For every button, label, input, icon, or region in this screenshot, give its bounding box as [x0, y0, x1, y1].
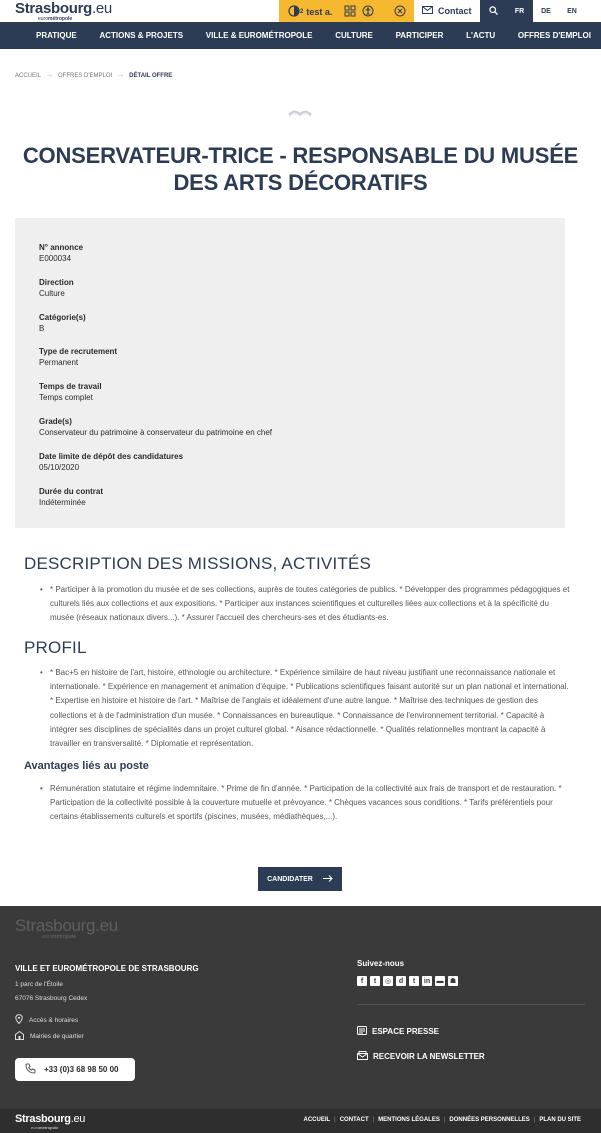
apply-label: CANDIDATER — [267, 875, 313, 883]
breadcrumb-offres[interactable]: OFFRES D'EMPLOI — [58, 72, 113, 79]
facebook-icon[interactable]: f — [357, 976, 367, 986]
detail-field — [39, 381, 541, 416]
tumblr-icon[interactable]: t — [409, 976, 419, 986]
logo-sub-light: euro — [38, 16, 49, 22]
mairies-link[interactable] — [15, 1031, 84, 1042]
detail-value: B — [39, 323, 45, 333]
test-exponent: 2 — [300, 9, 304, 15]
phone-number: +33 (0)3 68 98 50 00 — [44, 1065, 119, 1074]
avantages-list — [40, 782, 570, 825]
lang-fr[interactable]: FR — [506, 0, 533, 22]
breadcrumb-separator: → — [46, 72, 54, 79]
avantages-text: • Rémunération statutaire et régime indemnitaire. * Prime de fin d'année. * Participation de la collectivité aux frais de transport et de restauration. * Participation de la collectivité possible à la couverture mutuelle et prévoyance. * Chèques vacances sous conditions. * Tarifs préférentiels pour certains établissements culturels et sportifs (piscines, musées, médiathèques,...). — [40, 782, 570, 825]
test-a-button[interactable] — [288, 5, 332, 19]
nav-participer[interactable]: PARTICIPER — [395, 31, 444, 40]
nav-pratique[interactable]: PRATIQUE — [36, 31, 77, 40]
logo-sub-bold: métropole — [48, 16, 73, 22]
detail-value: Conservateur du patrimoine à conservateur du patrimoine en chef — [39, 427, 273, 437]
arrow-right-icon — [323, 875, 333, 884]
detail-field — [39, 346, 541, 381]
footer-link-accueil[interactable]: ACCUEIL — [303, 1117, 331, 1123]
bottom-logo-suffix: .eu — [70, 1113, 86, 1125]
footer-divider — [357, 1004, 585, 1005]
newspaper-icon — [357, 1026, 367, 1037]
main-nav — [0, 22, 601, 49]
linkedin-icon[interactable]: in — [423, 977, 431, 985]
newsletter-icon — [357, 1051, 368, 1062]
nav-culture[interactable]: CULTURE — [335, 31, 373, 40]
detail-field — [39, 416, 541, 451]
bottom-logo[interactable] — [15, 1114, 85, 1130]
detail-label: Grade(s) — [39, 416, 72, 426]
newsletter-label: RECEVOIR LA NEWSLETTER — [373, 1052, 485, 1061]
detail-field — [39, 451, 541, 486]
dailymotion-icon[interactable]: d — [396, 976, 406, 986]
footer — [0, 906, 601, 1133]
footer-logo-suffix: .eu — [95, 916, 118, 935]
apply-button[interactable] — [258, 867, 342, 891]
wave-icon — [288, 104, 312, 122]
nav-actions-projets[interactable]: ACTIONS & PROJETS — [99, 31, 184, 40]
link-separator: | — [443, 1117, 446, 1123]
missions-list — [40, 583, 570, 626]
address-line: 1 parc de l'Étoile — [15, 981, 63, 988]
detail-value: Temps complet — [39, 393, 93, 403]
missions-heading: DESCRIPTION DES MISSIONS, ACTIVITÉS — [24, 554, 372, 573]
phone-icon — [25, 1063, 36, 1076]
breadcrumb-separator: → — [117, 72, 125, 79]
press-link[interactable] — [357, 1026, 439, 1037]
contact-label: Contact — [438, 6, 472, 16]
twitter-icon[interactable]: t — [370, 976, 380, 986]
detail-label: Date limite de dépôt des candidatures — [39, 451, 184, 461]
footer-bottom-bar — [0, 1109, 601, 1133]
breadcrumb-current: DÉTAIL OFFRE — [129, 72, 173, 79]
detail-value: Culture — [39, 288, 65, 298]
detail-label: N° annonce — [39, 243, 84, 252]
footer-link-donnees[interactable]: DONNÉES PERSONNELLES — [449, 1117, 530, 1123]
footer-link-contact[interactable]: CONTACT — [339, 1117, 369, 1123]
job-details-box — [15, 218, 565, 528]
page-title: CONSERVATEUR-TRICE - RESPONSABLE DU MUSÉE DES ARTS DÉCORATIFS — [22, 143, 579, 195]
footer-link-mentions[interactable]: MENTIONS LÉGALES — [378, 1117, 440, 1123]
newsletter-link[interactable] — [357, 1051, 485, 1062]
accessibility-bar — [279, 0, 414, 22]
detail-value: Permanent — [39, 358, 79, 368]
detail-label: Catégorie(s) — [39, 312, 86, 322]
profil-heading: PROFIL — [24, 638, 87, 657]
social-links — [357, 976, 458, 986]
legal-links — [303, 1117, 581, 1123]
footer-org-title: VILLE ET EUROMÉTROPOLE DE STRASBOURG — [15, 964, 199, 973]
instagram-icon[interactable]: ◎ — [384, 978, 392, 985]
building-icon — [15, 1031, 24, 1042]
address-line: 67076 Strasbourg Cedex — [15, 995, 88, 1002]
location-pin-icon — [15, 1014, 23, 1026]
search-button[interactable] — [480, 0, 506, 22]
link-separator: | — [334, 1117, 336, 1123]
bottom-logo-sub-bold: métropole — [39, 1125, 59, 1130]
accessibility-icon[interactable] — [361, 4, 374, 17]
detail-label: Type de recrutement — [39, 347, 118, 357]
access-hours-label: Accès & horaires — [29, 1016, 79, 1024]
detail-field — [39, 312, 541, 347]
mairies-label: Mairies de quartier — [30, 1033, 84, 1040]
press-label: ESPACE PRESSE — [372, 1027, 439, 1036]
detail-field — [39, 242, 541, 277]
breadcrumb — [15, 72, 172, 79]
detail-label: Temps de travail — [39, 382, 102, 392]
search-icon — [489, 2, 498, 20]
avantages-heading: Avantages liés au poste — [24, 760, 149, 772]
nav-offres-emploi[interactable]: OFFRES D'EMPLOI — [517, 31, 591, 40]
link-separator: | — [372, 1117, 375, 1123]
profil-list — [40, 666, 570, 751]
detail-field — [39, 486, 541, 521]
nav-ville-eurometropole[interactable]: VILLE & EUROMÉTROPOLE — [205, 31, 313, 40]
snapchat-icon[interactable]: ☗ — [449, 978, 457, 985]
phone-button[interactable] — [15, 1058, 135, 1081]
breadcrumb-accueil[interactable]: ACCUEIL — [15, 72, 42, 79]
footer-logo-sub-light: euro — [42, 934, 53, 940]
logo-suffix: .eu — [92, 0, 112, 17]
contrast-icon — [288, 5, 300, 19]
close-icon[interactable] — [393, 4, 406, 17]
contact-button[interactable] — [414, 0, 480, 22]
footer-link-plan[interactable]: PLAN DU SITE — [539, 1117, 581, 1123]
detail-field — [39, 277, 541, 312]
site-logo[interactable] — [15, 1, 112, 22]
access-hours-link[interactable] — [15, 1014, 78, 1026]
missions-text: • * Participer à la promotion du musée et de ses collections, auprès de toutes catégories de publics. * Développer des programmes pédagogiques et culturels liés aux collections et aux expositions. * Participer aux instances scientifiques et culturelles liées aux collections et à la spécificité du musée (réseaux nationaux divers...). * Assurer l'accueil des chercheurs-ses et des étudiants-es. — [40, 583, 570, 626]
lang-de[interactable]: DE — [541, 7, 551, 15]
detail-label: Direction — [39, 277, 74, 287]
follow-label: Suivez-nous — [357, 959, 405, 968]
detail-value: Indéterminée — [39, 497, 86, 507]
bottom-logo-sub-light: euro — [31, 1125, 40, 1130]
detail-label: Durée du contrat — [39, 486, 104, 496]
test-label: test a. — [306, 7, 333, 17]
link-separator: | — [533, 1117, 536, 1123]
footer-logo-sub-bold: métropole — [52, 934, 77, 940]
detail-value: E000034 — [39, 254, 72, 263]
mail-icon — [422, 6, 433, 16]
lang-en[interactable]: EN — [567, 7, 577, 15]
detail-value: 05/10/2020 — [39, 462, 80, 472]
footer-address — [15, 978, 87, 1006]
grid-icon[interactable] — [343, 4, 356, 17]
top-bar — [0, 0, 601, 22]
nav-actu[interactable]: L'ACTU — [466, 31, 496, 40]
footer-logo-main: Strasbourg — [15, 916, 96, 935]
bottom-logo-main: Strasbourg — [15, 1113, 71, 1125]
logo-main-text: Strasbourg — [15, 0, 93, 17]
flickr-icon[interactable]: ▬ — [436, 977, 444, 985]
profil-text: • * Bac+5 en histoire de l'art, histoire, ethnologie ou architecture. * Expérience similaire de haut niveau justifiant une reconnaissance nationale et internationale. * Expérience en management et animation d'équipe. * Publications scientifiques faisant autorité sur un plan national et international. * Expertise en histoire et histoire de l'art. * Maîtrise de l'anglais et idéalement d'une autre langue. * Maîtrise des techniques de gestion des collections et à de l'administration d'un musée. * Connaissances en bureautique. * Connaissance de l'environnement territorial. * Capacité à intégrer ses disciplines de spécialités dans un projet culturel global. * Aisance rédactionnelle. * Qualités relationnelles montrant la capacité à travailler en transversalité. * Diplomatie et représentation. — [40, 666, 570, 751]
footer-logo[interactable] — [15, 916, 118, 940]
